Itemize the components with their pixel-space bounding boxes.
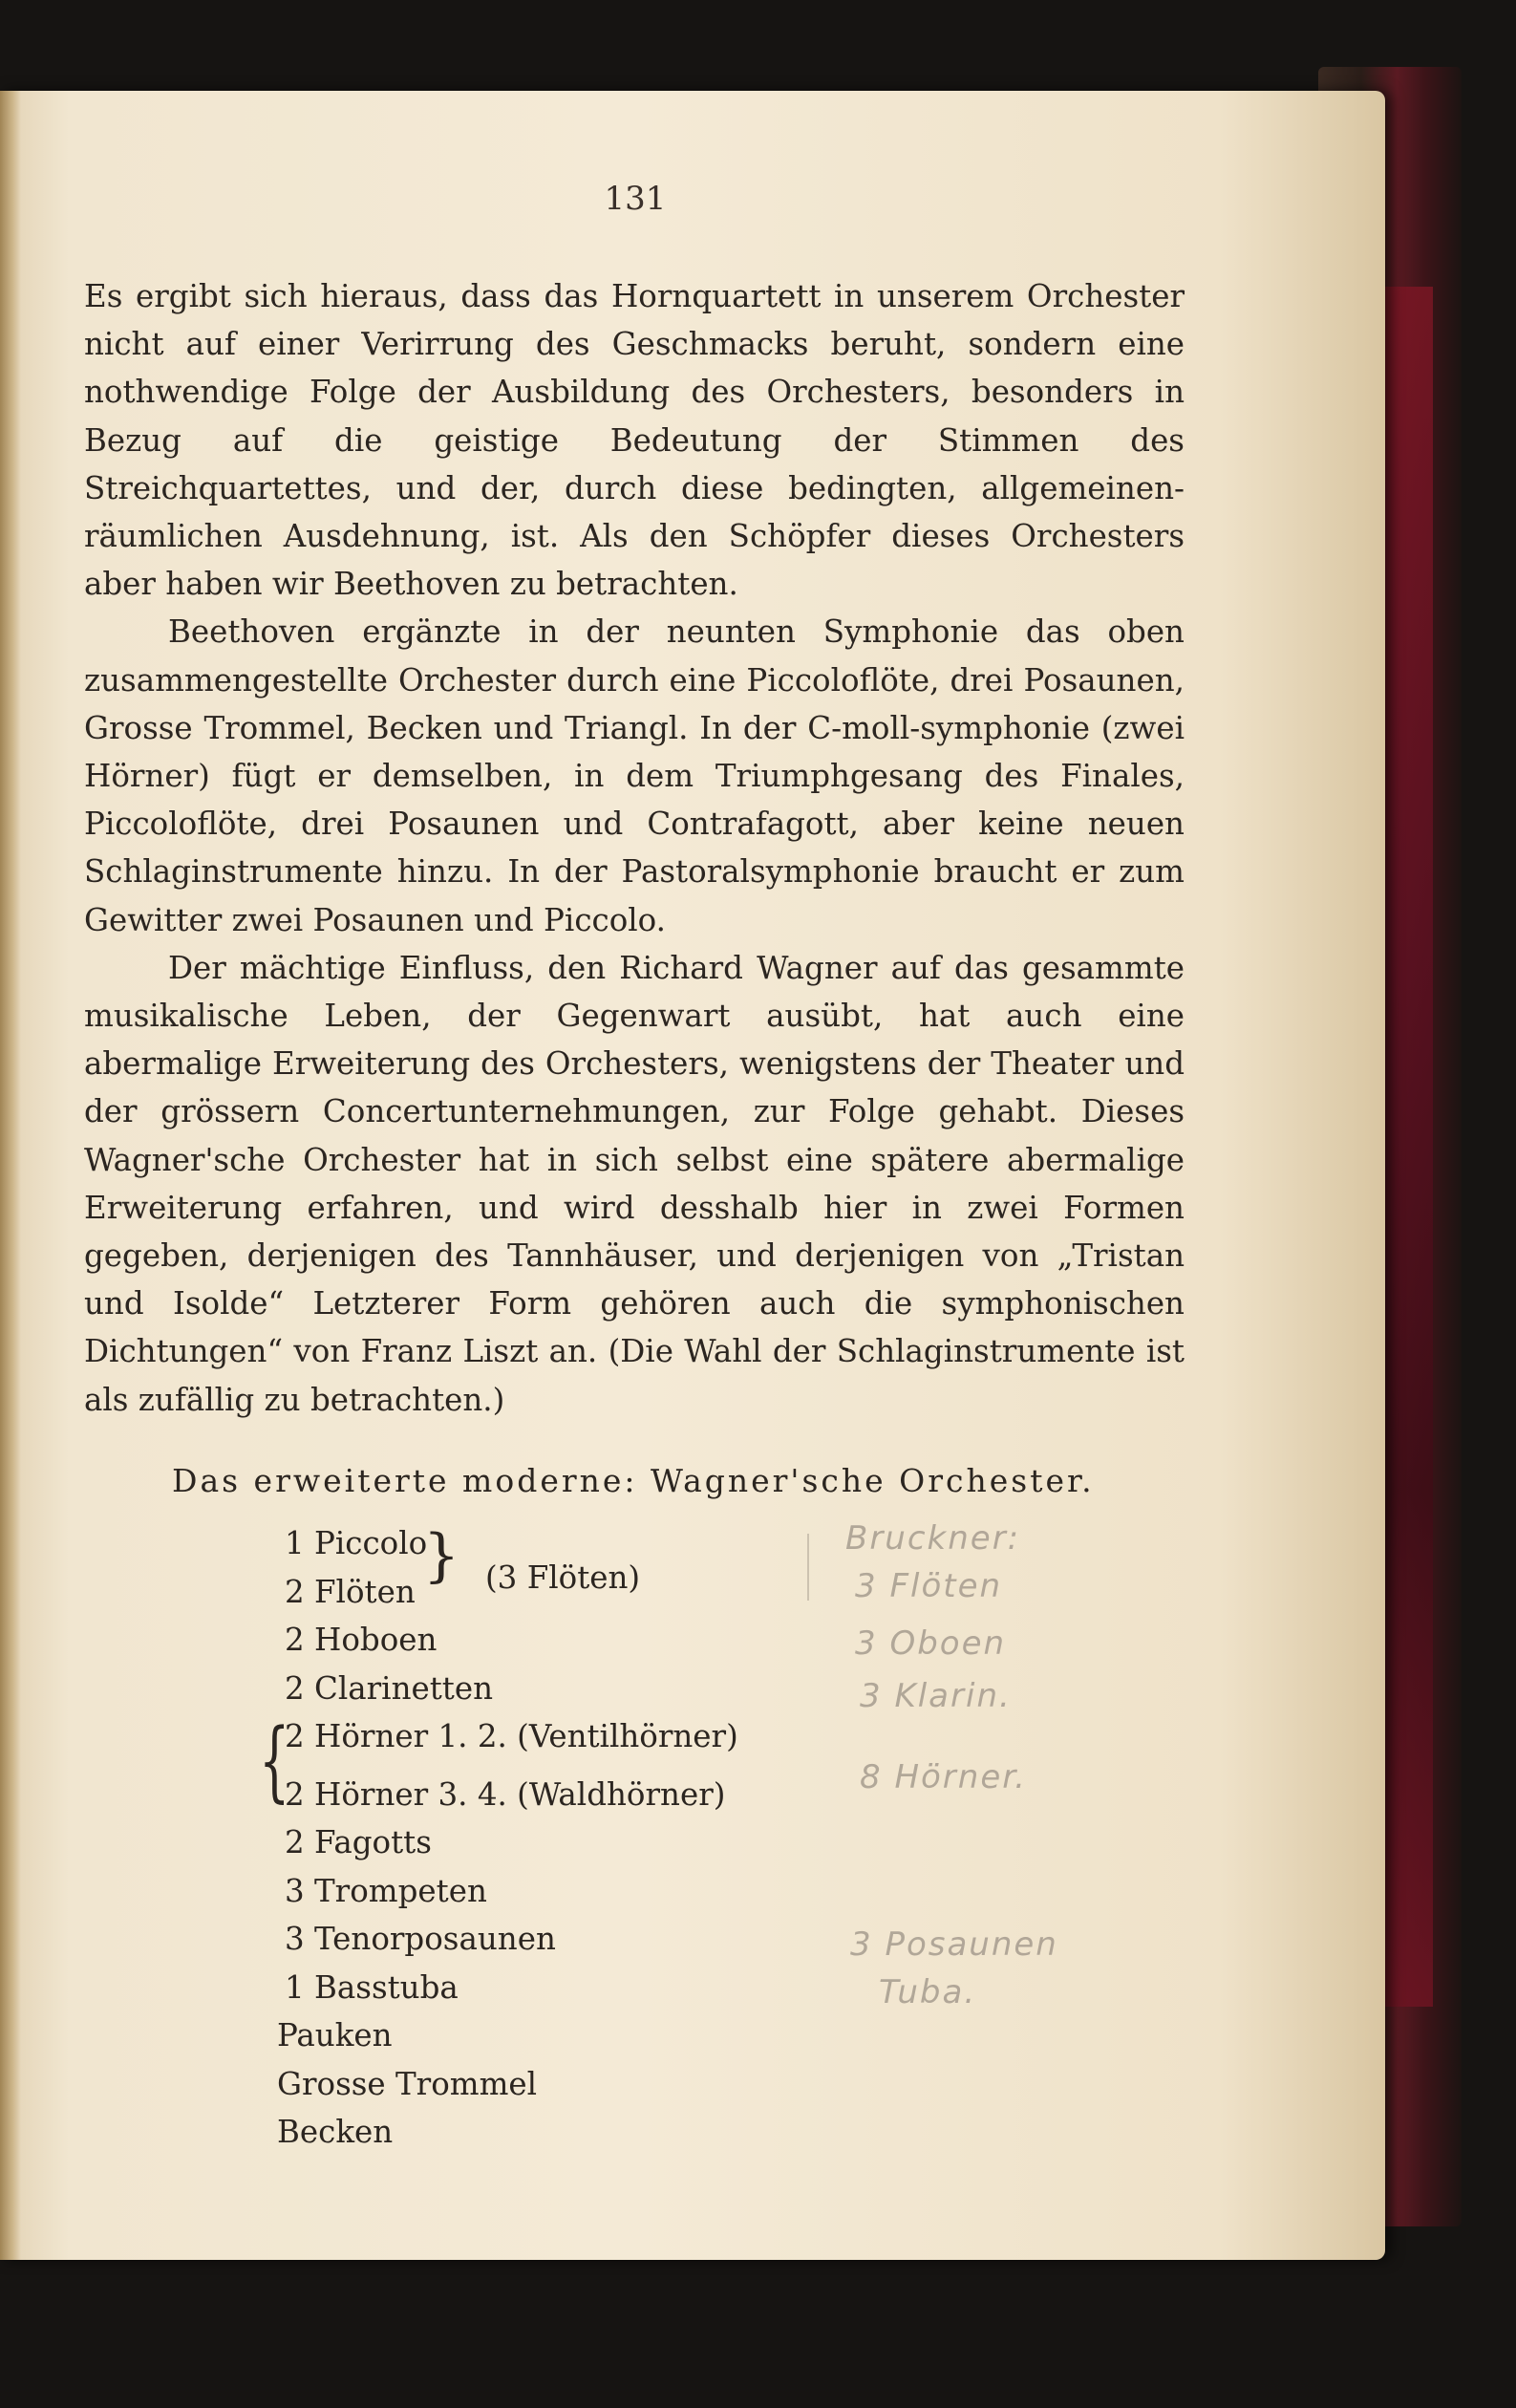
instrument-item: 3 Trompeten: [285, 1872, 487, 1909]
flute-brace-note: (3 Flöten): [485, 1559, 641, 1596]
pencil-note: 8 Hörner.: [860, 1758, 1027, 1796]
pencil-note: Tuba.: [879, 1973, 977, 2011]
instrument-item: Grosse Trommel: [277, 2065, 538, 2102]
pencil-note: 3 Flöten: [855, 1567, 1003, 1605]
instrument-item: 1 Basstuba: [285, 1968, 459, 2006]
instrument-item: Becken: [277, 2114, 394, 2150]
pencil-note: 3 Posaunen: [850, 1925, 1058, 1964]
instrument-item: 2 Clarinetten: [285, 1669, 494, 1707]
paragraph-1: Es ergibt sich hieraus, dass das Hornquartett in unserem Orchester nicht auf einer Verirrung des Geschmacks beruht, sondern eine nothwendige Folge der Ausbildung des Orchesters, besonders in Bezug auf die geistige Bedeutung der Stimmen des Streichquartettes, und der, durch diese bedingten, allgemeinen-räumlichen Ausdehnung, ist. Als den Schöpfer dieses Orchesters aber haben wir Beethoven zu betrachten.: [84, 278, 1185, 603]
paragraph-3: Der mächtige Einfluss, den Richard Wagner auf das gesammte musikalische Leben, der Gegenwart ausübt, hat auch eine abermalige Erweiterung des Orchesters, wenigstens der Theater und der grössern Concertunternehmungen, zur Folge gehabt. Dieses Wagner'sche Orchester hat in sich selbst eine spätere abermalige Erweiterung erfahren, und wird desshalb hier in zwei Formen gegeben, derjenigen des Tannhäuser, und derjenigen von „Tristan und Isolde“ Letzterer Form gehören auch die symphonischen Dichtungen“ von Franz Liszt an. (Die Wahl der Schlaginstrumente ist als zufällig zu betrachten.): [84, 949, 1185, 1418]
spine-strip: [1385, 287, 1433, 2007]
instrument-item: 2 Fagotts: [285, 1824, 432, 1860]
page-gutter-edge: [0, 91, 21, 2260]
horn-brace: {: [259, 1709, 290, 1812]
pencil-note: 3 Oboen: [855, 1624, 1007, 1663]
body-text: [84, 272, 1185, 1424]
flute-brace: }: [423, 1522, 460, 1589]
pencil-margin-line: [807, 1534, 809, 1601]
instrument-item: 2 Flöten: [285, 1573, 416, 1610]
instrument-item: 1 Piccolo: [285, 1525, 428, 1561]
instrument-item: 2 Hörner 3. 4. (Waldhörner): [285, 1775, 726, 1813]
pencil-note: Bruckner:: [845, 1519, 1021, 1558]
instrument-item: 3 Tenorposaunen: [285, 1921, 556, 1957]
orchestra-heading: Das erweiterte moderne: Wagner'sche Orchester.: [172, 1462, 1095, 1499]
instrument-item: 2 Hoboen: [285, 1622, 438, 1658]
pencil-note: 3 Klarin.: [860, 1677, 1012, 1715]
paragraph-2: Beethoven ergänzte in der neunten Symphonie das oben zusammengestellte Orchester durch eine Piccoloflöte, drei Posaunen, Grosse Trommel, Becken und Triangl. In der C-moll-symphonie (zwei Hörner) fügt er demselben, in dem Triumphgesang des Finales, Piccoloflöte, drei Posaunen und Contrafagott, aber keine neuen Schlaginstrumente hinzu. In der Pastoralsymphonie braucht er zum Gewitter zwei Posaunen und Piccolo.: [84, 613, 1185, 938]
instrument-list: [277, 1519, 738, 2157]
instrument-item: Pauken: [277, 2017, 393, 2053]
page-number: 131: [604, 180, 667, 218]
instrument-item: 2 Hörner 1. 2. (Ventilhörner): [285, 1718, 738, 1754]
